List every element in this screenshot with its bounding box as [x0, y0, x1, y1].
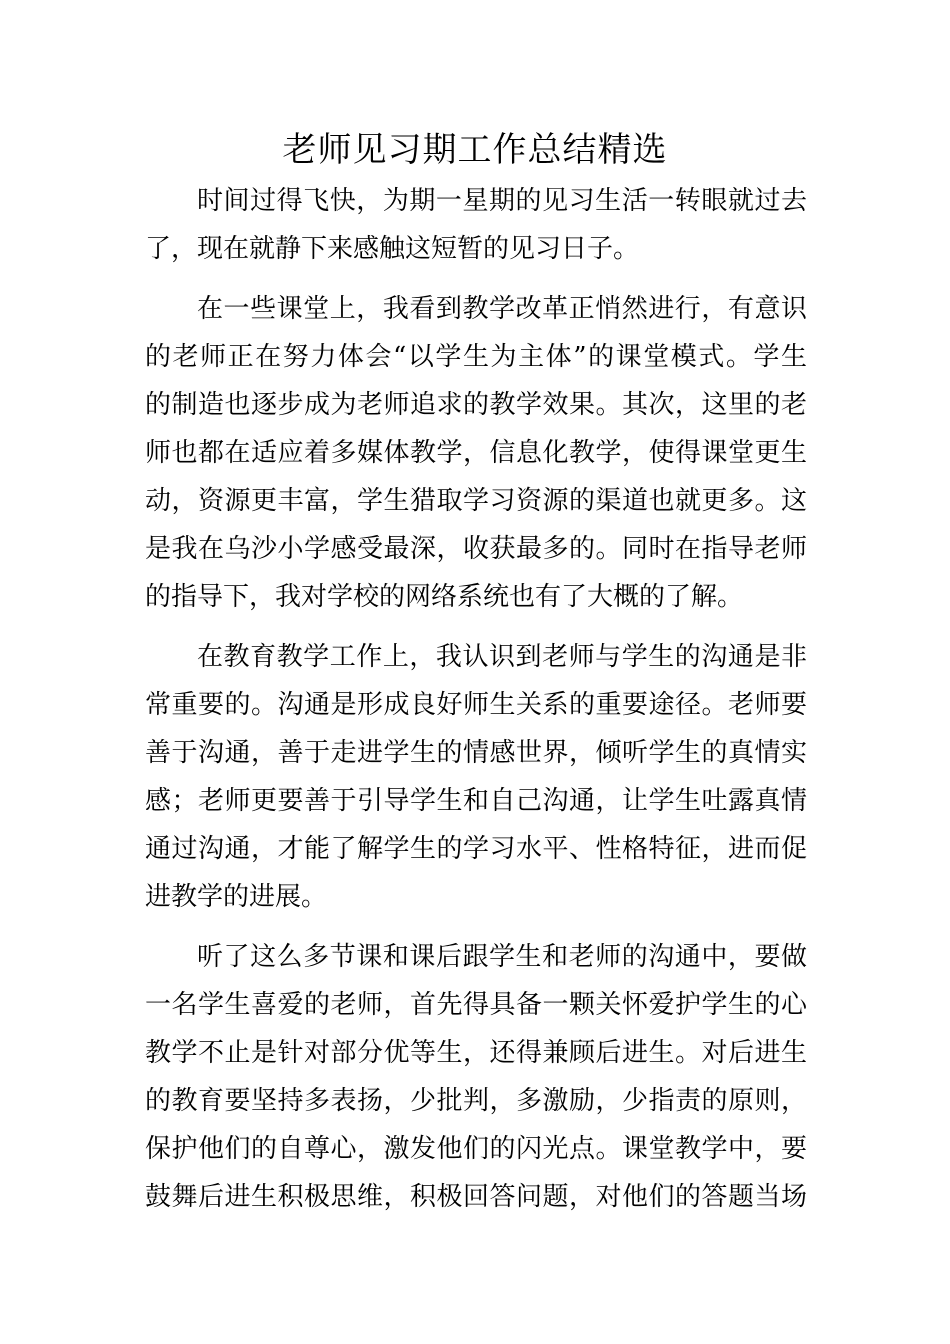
text-line: 进教学的进展。 — [145, 882, 328, 912]
text-line: 鼓舞后进生积极思维，积极回答问题，对他们的答题当场 — [145, 1182, 807, 1212]
text-line: 保护他们的自尊心，激发他们的闪光点。课堂教学中，要 — [145, 1134, 807, 1164]
text-line: 教学不止是针对部分优等生，还得兼顾后进生。对后进生 — [145, 1038, 807, 1068]
text-line: 时间过得飞快，为期一星期的见习生活一转眼就过去 — [197, 186, 807, 216]
paragraph-1 — [145, 177, 807, 273]
text-line: 是我在乌沙小学感受最深，收获最多的。同时在指导老师 — [145, 534, 807, 564]
text-line: 的指导下，我对学校的网络系统也有了大概的了解。 — [145, 582, 744, 612]
text-line: 在一些课堂上，我看到教学改革正悄然进行，有意识 — [197, 294, 807, 324]
text-line: 听了这么多节课和课后跟学生和老师的沟通中，要做 — [197, 942, 807, 972]
paragraph-2 — [145, 285, 807, 621]
document-body — [145, 177, 807, 1221]
text-line: 在教育教学工作上，我认识到老师与学生的沟通是非 — [197, 642, 807, 672]
text-line: 了，现在就静下来感触这短暂的见习日子。 — [145, 234, 640, 264]
paragraph-4 — [145, 933, 807, 1221]
text-line: 动，资源更丰富，学生猎取学习资源的渠道也就更多。这 — [145, 486, 807, 516]
text-line: 感；老师更要善于引导学生和自己沟通，让学生吐露真情 — [145, 786, 807, 816]
paragraph-3 — [145, 633, 807, 921]
text-line: 师也都在适应着多媒体教学，信息化教学，使得课堂更生 — [145, 438, 807, 468]
text-line: 的教育要坚持多表扬，少批判，多激励，少指责的原则， — [145, 1086, 807, 1116]
text-line: 的老师正在努力体会“以学生为主体”的课堂模式。学生 — [145, 342, 807, 372]
text-line: 的制造也逐步成为老师追求的教学效果。其次，这里的老 — [145, 390, 807, 420]
text-line: 常重要的。沟通是形成良好师生关系的重要途径。老师要 — [145, 690, 807, 720]
text-line: 通过沟通，才能了解学生的学习水平、性格特征，进而促 — [145, 834, 807, 864]
document-title: 老师见习期工作总结精选 — [282, 130, 668, 170]
text-line: 善于沟通，善于走进学生的情感世界，倾听学生的真情实 — [145, 738, 807, 768]
text-line: 一名学生喜爱的老师，首先得具备一颗关怀爱护学生的心 — [145, 990, 807, 1020]
